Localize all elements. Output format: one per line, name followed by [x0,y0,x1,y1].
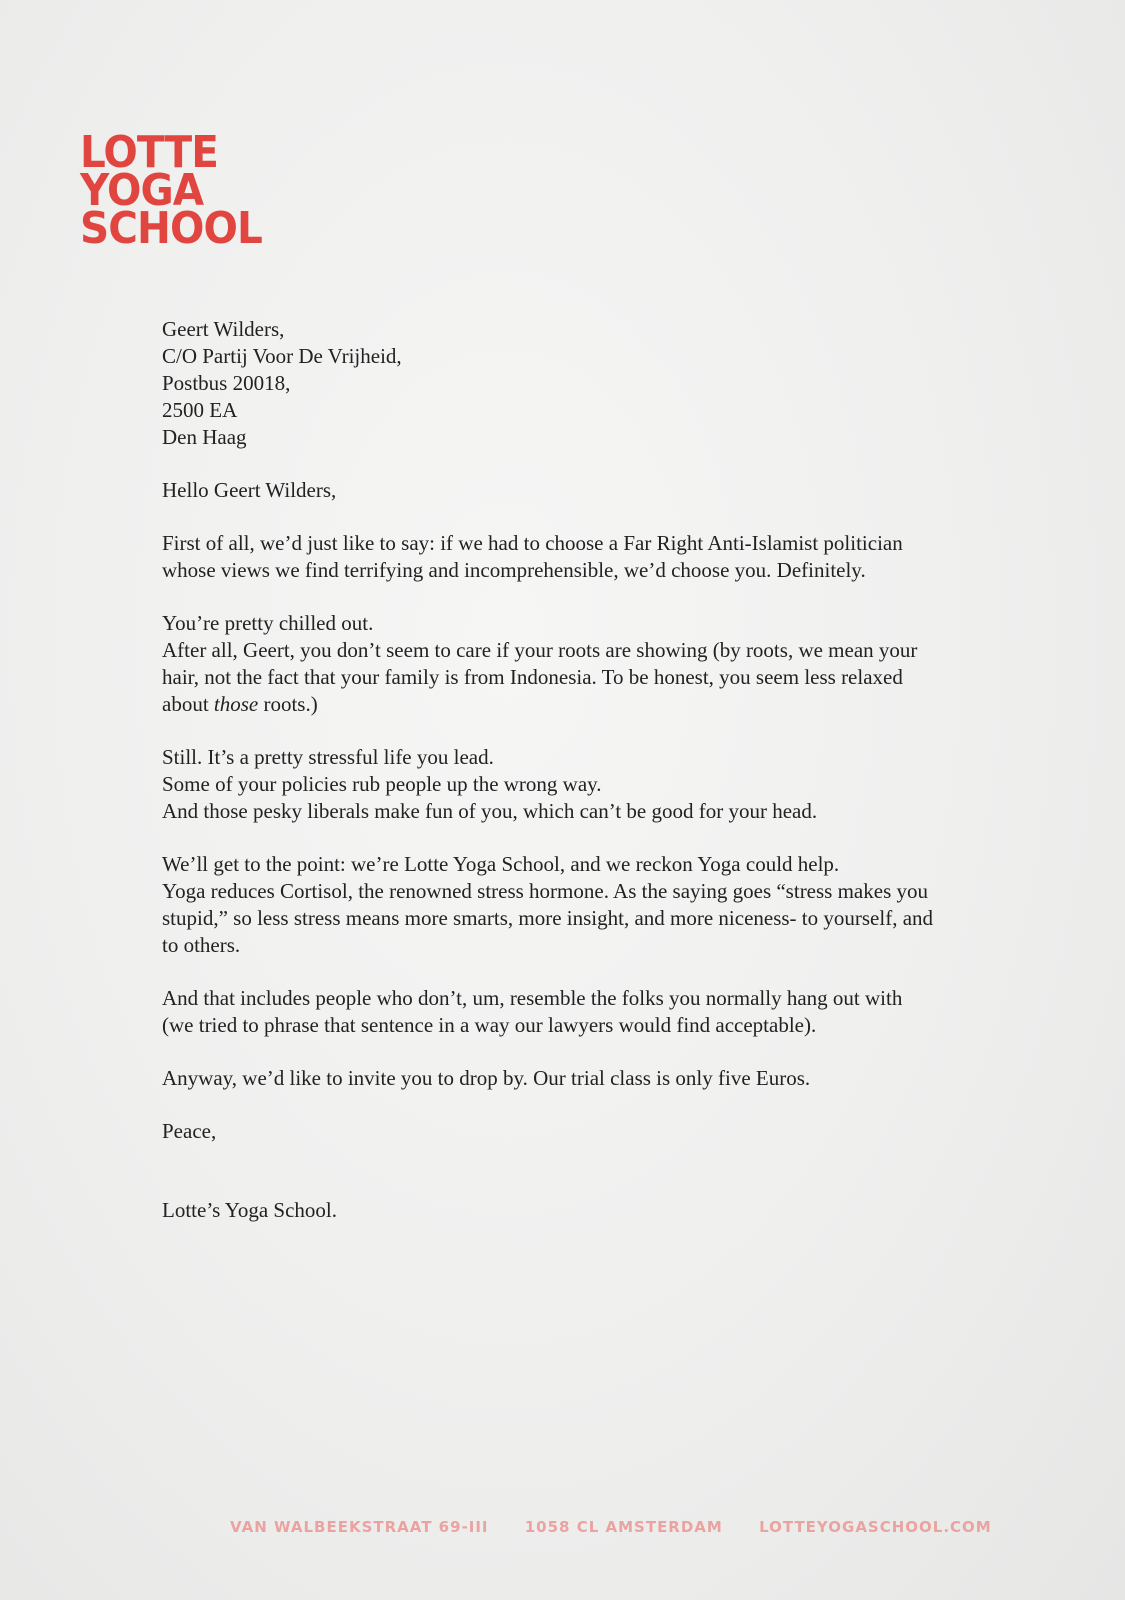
address-line: Geert Wilders, [162,317,285,341]
footer-street: VAN WALBEEKSTRAAT 69-III [230,1518,489,1536]
text-line: (we tried to phrase that sentence in a way our lawyers would find acceptable). [162,1013,817,1037]
closing: Peace, [162,1119,217,1143]
text-line: We’ll get to the point: we’re Lotte Yoga School, and we reckon Yoga could help. [162,852,840,876]
text-line: And those pesky liberals make fun of you, which can’t be good for your head. [162,799,818,823]
school-logo [80,127,278,254]
text-line: Some of your policies rub people up the wrong way. [162,772,602,796]
address-line: Den Haag [162,425,247,449]
recipient-address [162,316,1002,451]
letter-body [162,316,1002,1250]
text-line: stupid,” so less stress means more smarts, more insight, and more niceness- to yourself, and [162,906,934,930]
text-line: After all, Geert, you don’t seem to care if your roots are showing (by roots, we mean your [162,638,918,662]
address-line: Postbus 20018, [162,371,291,395]
text-line: hair, not the fact that your family is from Indonesia. To be honest, you seem less relaxed [162,665,903,689]
logo-line-3: SCHOOL [80,203,262,254]
greeting: Hello Geert Wilders, [162,478,337,502]
text-line: whose views we find terrifying and incomprehensible, we’d choose you. Definitely. [162,558,866,582]
address-line: 2500 EA [162,398,238,422]
signature: Lotte’s Yoga School. [162,1198,338,1222]
paragraph-3 [162,744,1002,825]
address-line: C/O Partij Voor De Vrijheid, [162,344,402,368]
emphasis-those: those [213,692,259,716]
paragraph-5 [162,985,1002,1039]
footer-website[interactable]: LOTTEYOGASCHOOL.COM [759,1518,992,1536]
paragraph-6: Anyway, we’d like to invite you to drop by. Our trial class is only five Euros. [162,1066,811,1090]
text-line: Still. It’s a pretty stressful life you lead. [162,745,494,769]
text-line: Yoga reduces Cortisol, the renowned stress hormone. As the saying goes “stress makes you [162,879,928,903]
logo-line-1: LOTTE [80,127,218,178]
text-line: And that includes people who don’t, um, resemble the folks you normally hang out with [162,986,903,1010]
paragraph-4 [162,851,1002,959]
text-line: You’re pretty chilled out. [162,611,374,635]
text-fragment: roots.) [258,692,318,716]
logo-line-2: YOGA [80,165,204,216]
text-line: to others. [162,933,241,957]
text-fragment: about [162,692,214,716]
footer-contact [230,1518,1022,1536]
footer-postcode-city: 1058 CL AMSTERDAM [524,1518,723,1536]
text-line: First of all, we’d just like to say: if we had to choose a Far Right Anti-Islamist politician [162,531,903,555]
paragraph-2 [162,610,1002,718]
text-line [162,691,1002,718]
paragraph-1 [162,530,1002,584]
